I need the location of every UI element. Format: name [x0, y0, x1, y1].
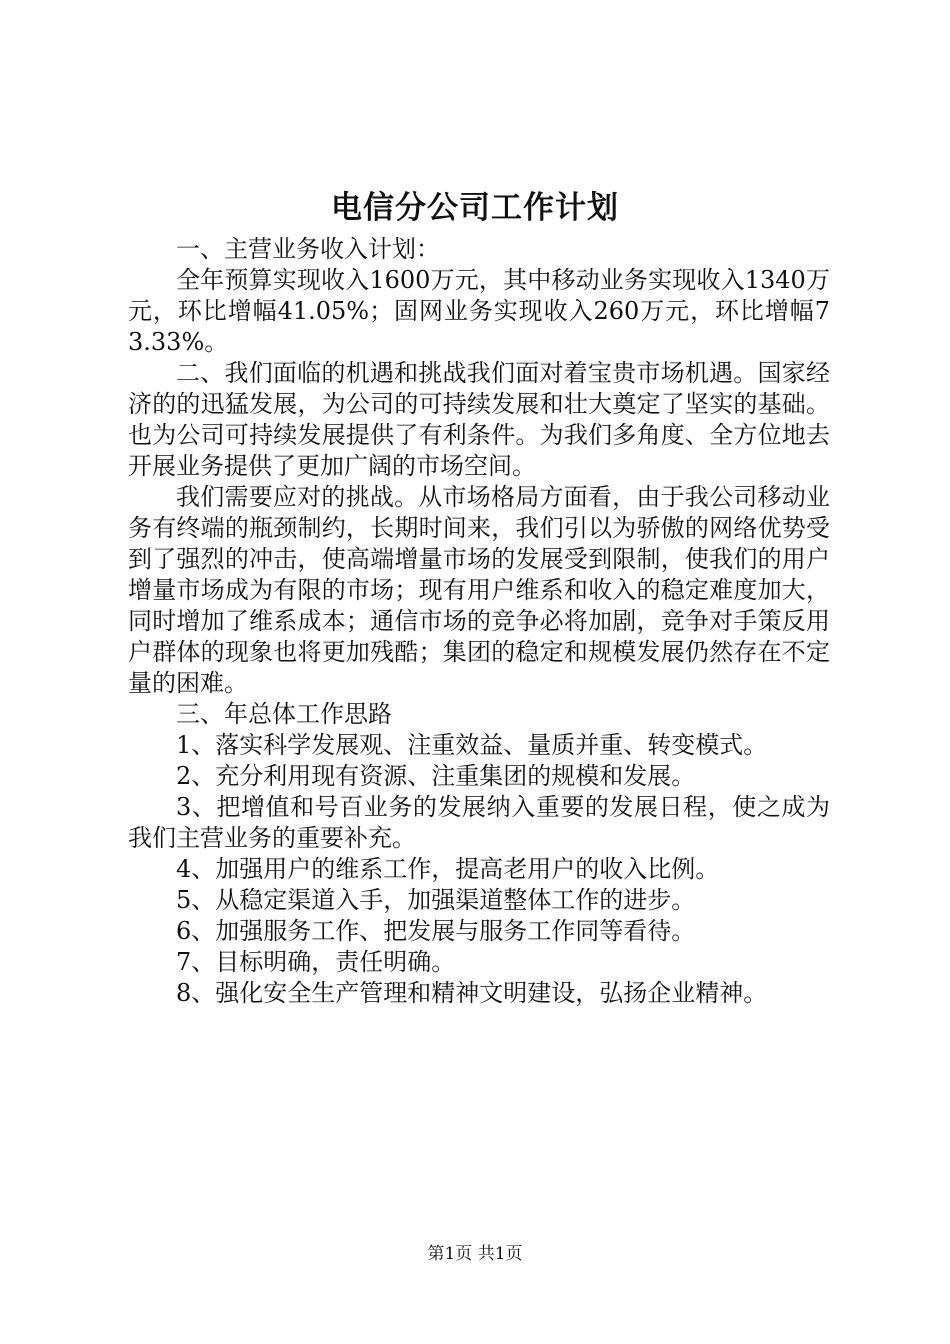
list-item-2: 2、充分利用现有资源、注重集团的规模和发展。 — [176, 762, 696, 790]
document-title: 电信分公司工作计划 — [331, 190, 619, 226]
list-item-4: 4、加强用户的维系工作，提高老用户的收入比例。 — [176, 855, 720, 883]
paragraph-opportunities: 二、我们面临的机遇和挑战我们面对着宝贵市场机遇。国家经济的的迅猛发展，为公司的可持续发展和壮大奠定了坚实的基础。也为公司可持续发展提供了有利条件。为我们多角度、全方位地去开展业务提供了更加广阔的市场空间。 — [128, 359, 830, 480]
section-heading-work-approach: 三、年总体工作思路 — [176, 700, 392, 728]
list-item-7: 7、目标明确，责任明确。 — [176, 948, 456, 976]
list-item-5: 5、从稳定渠道入手，加强渠道整体工作的进步。 — [176, 886, 696, 914]
list-item-6: 6、加强服务工作、把发展与服务工作同等看待。 — [176, 917, 696, 945]
paragraph-revenue-target: 全年预算实现收入1600万元，其中移动业务实现收入1340万元，环比增幅41.05%；固网业务实现收入260万元，环比增幅73.33%。 — [128, 266, 830, 356]
list-item-1: 1、落实科学发展观、注重效益、量质并重、转变模式。 — [176, 731, 768, 759]
list-item-3: 3、把增值和号百业务的发展纳入重要的发展日程，使之成为我们主营业务的重要补充。 — [128, 793, 830, 852]
paragraph-challenges: 我们需要应对的挑战。从市场格局方面看，由于我公司移动业务有终端的瓶颈制约，长期时间来，我们引以为骄傲的网络优势受到了强烈的冲击，使高端增量市场的发展受到限制，使我们的用户增量市场成为有限的市场；现有用户维系和收入的稳定难度加大，同时增加了维系成本；通信市场的竞争必将加剧，竞争对手策反用户群体的现象也将更加残酷；集团的稳定和规模发展仍然存在不定量的困难。 — [128, 483, 830, 697]
page-footer: 第1页 共1页 — [427, 1244, 523, 1264]
list-item-8: 8、强化安全生产管理和精神文明建设，弘扬企业精神。 — [176, 979, 768, 1007]
document-body — [128, 234, 830, 1009]
section-heading-revenue-plan: 一、主营业务收入计划： — [176, 235, 440, 263]
